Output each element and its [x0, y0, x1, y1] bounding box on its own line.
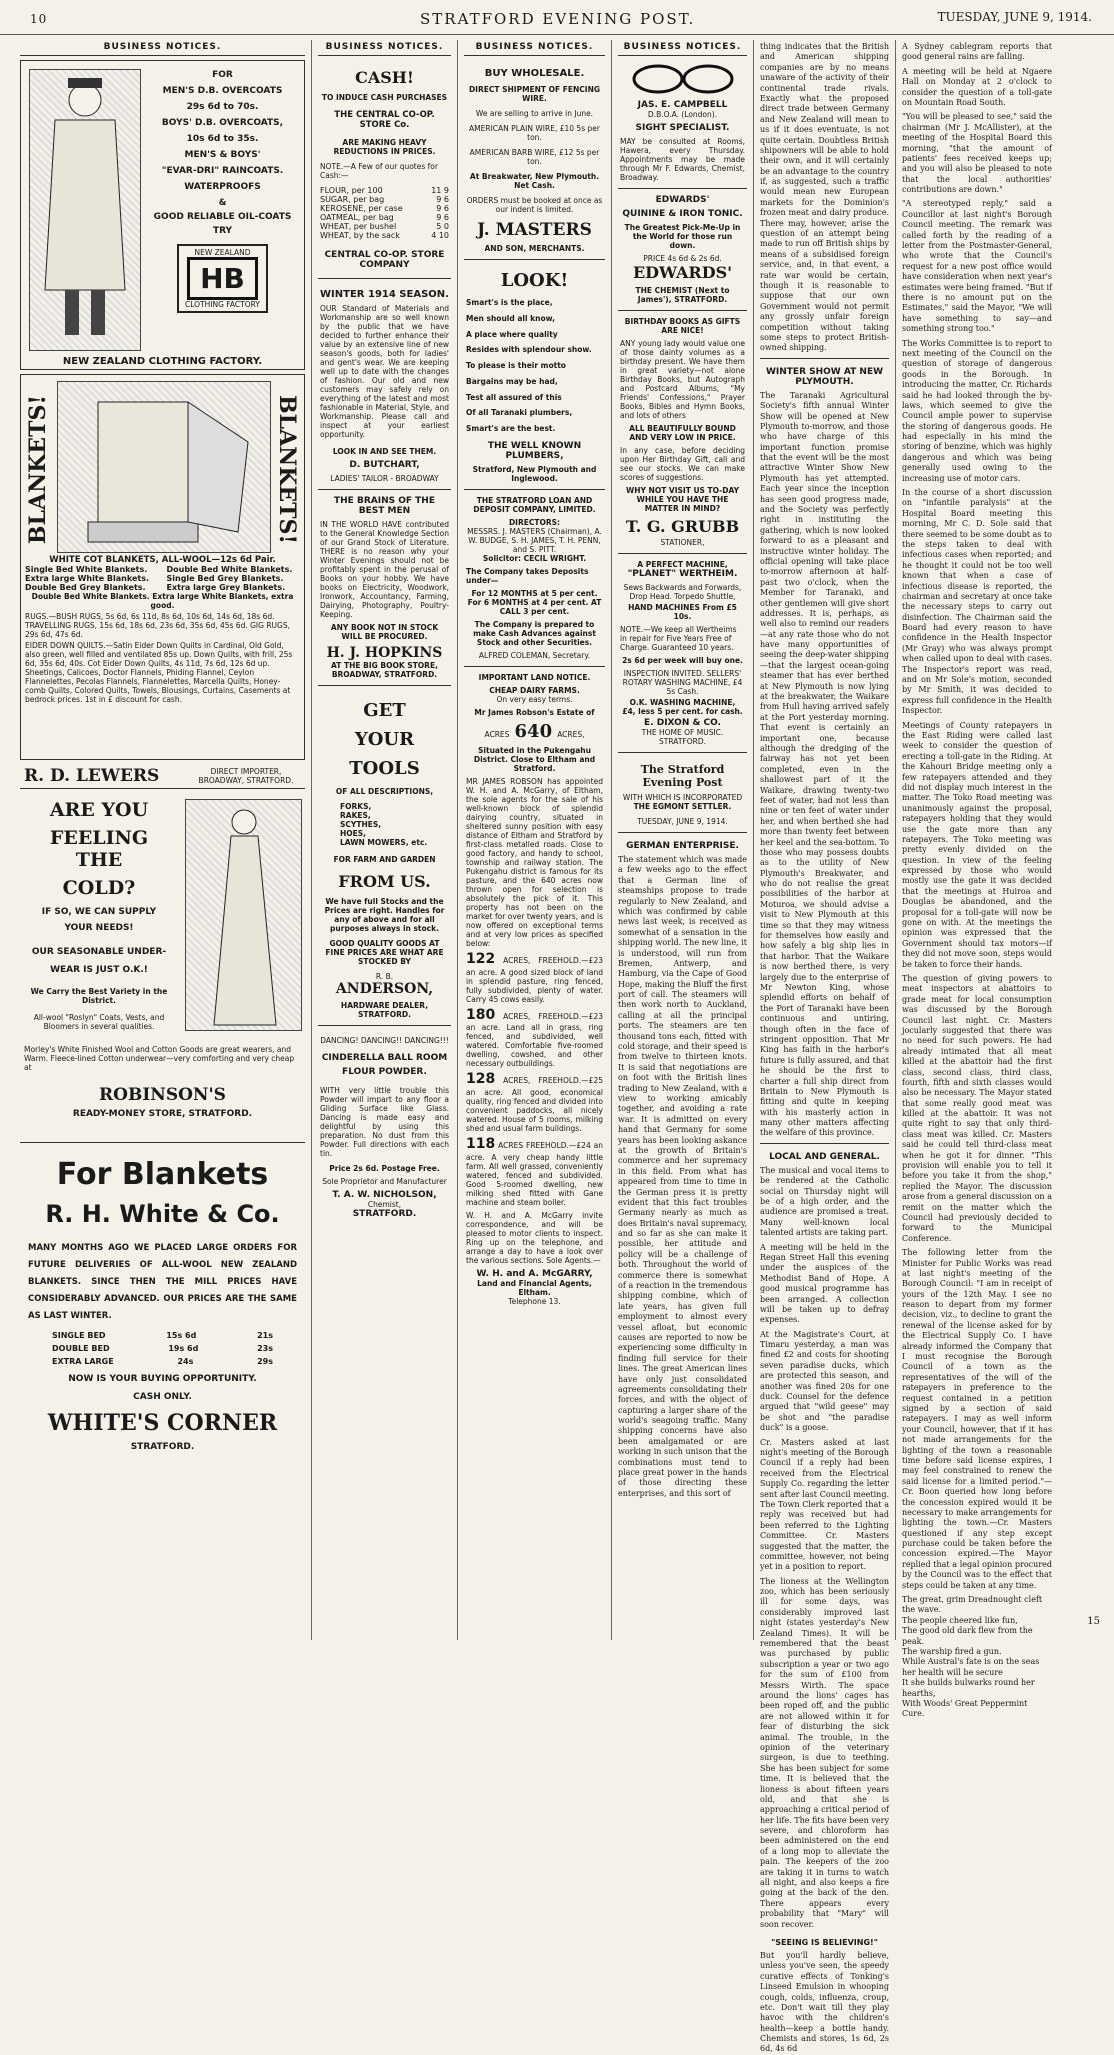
butchart-h1: WINTER 1914 SEASON. [320, 289, 449, 300]
lot-text: ACRES, FREEHOLD.—£23 an acre. Land all in grass, ring fenced, and subdivided, well watered. Comfortable five-roomed dwelling, cowshed, and other necessary outbuildings. [466, 1011, 603, 1069]
coop-item: WHEAT, per bushel [320, 222, 397, 231]
blankets-vertical-left: BLANKETS! [25, 395, 51, 545]
poem-line: While Austral's fate is on the seas her health will be secure [902, 1657, 1040, 1677]
robson-tel: Telephone 13. [508, 1296, 561, 1306]
nicholson-h2: CINDERELLA BALL ROOM FLOUR POWDER. [321, 1053, 448, 1078]
hopkins-firm: H. J. HOPKINS [326, 645, 443, 661]
blankets-copy [25, 555, 300, 704]
ad-loan-company [464, 494, 605, 667]
ad-masters-wire [464, 60, 605, 260]
hb-badge-bottom: CLOTHING FACTORY [185, 300, 260, 309]
coop-note: NOTE.—A Few of our quotes for Cash:— [320, 162, 438, 180]
divider [760, 1143, 889, 1144]
robinsons-firm: ROBINSON'S [99, 1085, 226, 1105]
robson-acres-post: ACRES, [557, 729, 585, 739]
price-b: 21s [257, 1331, 273, 1340]
robson-l4: W. H. and A. McGarry invite correspondence, and will be pleased to motor clients to inspect. Ring up on the telephone, and arrange a day to have a look over the various sections. Sole Agents.— [466, 1210, 603, 1265]
anderson-l2: We have full Stocks and the Prices are right. Handles for any of above and for all purposes always in stock. [324, 897, 445, 933]
nzcf-line: FOR [212, 70, 233, 80]
ad-smart-plumbers [464, 264, 605, 490]
masters-l4: At Breakwater, New Plymouth. Net Cash. [469, 172, 600, 190]
campbell-quals: D.B.O.A. (London). [647, 110, 718, 119]
white-price-row [52, 1331, 273, 1340]
anderson-h3: TOOLS [349, 758, 420, 779]
ad-butchart [318, 283, 451, 490]
coop-price: 9 6 [436, 195, 449, 204]
masters-h2: DIRECT SHIPMENT OF FENCING WIRE. [468, 85, 601, 103]
grubb-sub: STATIONER, [660, 538, 705, 547]
column-3 [458, 40, 612, 1640]
white-firm: WHITE'S CORNER [47, 1410, 278, 1436]
hb-logo: HB [187, 257, 258, 300]
local-item: A Sydney cablegram reports that good general rains are falling. [902, 42, 1052, 62]
robson-l3: Situated in the Pukengahu District. Close to Eltham and Stratford. [473, 745, 596, 773]
coop-h2: TO INDUCE CASH PURCHASES [321, 93, 448, 102]
local-item: The musical and vocal items to be rendered at the Catholic social on Thursday night will be of a high order, and the audience are promised a treat. Many well-known local talented artists are taking part. [760, 1165, 889, 1238]
robinsons-l3: OUR SEASONABLE UNDER- [31, 947, 167, 957]
robson-sub: Land and Financial Agents, Eltham. [477, 1278, 592, 1297]
anderson-firm: ANDERSON, [335, 981, 434, 997]
paper-masthead [618, 757, 747, 833]
anderson-sub: HARDWARE DEALER, STRATFORD. [340, 1001, 429, 1019]
nzcf-footer: NEW ZEALAND CLOTHING FACTORY. [62, 356, 263, 367]
article-heading: GERMAN ENTERPRISE. [626, 841, 739, 851]
edwards-firm: EDWARDS' [632, 263, 733, 282]
nicholson-sub2: STRATFORD. [352, 1208, 417, 1219]
white-price-row [52, 1344, 273, 1353]
coop-price: 4 10 [431, 231, 449, 240]
column-1 [14, 40, 312, 1640]
lewers-firm: R. D. LEWERS [24, 766, 160, 786]
plumbers-l1: Stratford, New Plymouth and Inglewood. [472, 464, 597, 483]
robinsons-h1: ARE YOU [49, 799, 149, 821]
nzcf-copy [147, 67, 298, 313]
dixon-sub: THE HOME OF MUSIC. STRATFORD. [641, 728, 724, 746]
newspaper-title: STRATFORD EVENING POST. [420, 10, 696, 28]
acrostic-line: To please is their motto [466, 361, 566, 370]
price-b: 23s [257, 1344, 273, 1353]
coop-price-row [320, 195, 449, 204]
butchart-sub: LADIES' TAILOR - BROADWAY [330, 474, 439, 483]
blanket-item: Double Bed White Blankets. [166, 565, 293, 574]
ad-lewers-blankets [20, 374, 305, 760]
lewers-sub: DIRECT IMPORTER, BROADWAY, STRATFORD. [198, 767, 294, 785]
acrostic-line: Resides with splendour show. [466, 345, 592, 355]
coop-h3: THE CENTRAL CO-OP. STORE Co. [334, 110, 435, 130]
column-4 [612, 40, 754, 1640]
blankets-rugs: RUGS.—BUSH RUGS, 5s 6d, 6s 11d, 8s 6d, 10s 6d, 14s 6d, 18s 6d. TRAVELLING RUGS, 15s 6d, 18s 6d, 23s 6d, 35s 6d, 45s 6d. GIG RUGS, 29s 6d, 47s 6d. [25, 612, 290, 639]
lewers-footer [20, 764, 305, 789]
anderson-h4: OF ALL DESCRIPTIONS, [335, 787, 434, 796]
local-item: The lioness at the Wellington zoo, which has been seriously ill for some days, was considerably improved last night (states yesterday's New Zealand Times). It will be remembered that the beast was purchased by public subscription a year or two ago for the sum of £100 from Messrs Wirth. The space around the lions' cages has been roped off, and the public are not allowed within it for fear of disturbing the sick animal. The trouble, in the opinion of the veterinary surgeon, is due to teething. She has been subject for some time. It is believed that the lioness is about fifteen years old, and that she is approaching a critical period of her life. The fits have been very severe, and chloroform has been administered on the end of a long mop to alleviate the pain. The keepers of the zoo are taking it in turns to watch all night, and also keeps a fire going at the back of the den. There appears every probability that "Mary" will soon recover. [760, 1576, 889, 1929]
poem-line: The great, grim Dreadnought cleft the wave. [902, 1595, 1043, 1615]
grubb-l2: In any case, before deciding upon Her Birthday Gift, call and see our stocks. We can make scores of suggestions. [620, 446, 745, 482]
loan-h1: THE STRATFORD LOAN AND DEPOSIT COMPANY, LIMITED. [473, 495, 596, 514]
acrostic-line: Men should all know, [466, 313, 555, 323]
price-a: 15s 6d [166, 1331, 197, 1340]
blankets-vertical-right: BLANKETS! [274, 395, 300, 545]
masters-h1: BUY WHOLESALE. [484, 68, 585, 79]
grubb-body: ANY young lady would value one of those dainty volumes as a birthday present. We have them in great variety—not alone Birthday Books, but Autograph and Postcard Albums, "My Friends' Confessions," Prayer Books, Bibles and Hymn Books, and lots of others [620, 339, 745, 420]
blankets-extra: Double Bed White Blankets. Extra large White Blankets, extra good. [31, 592, 294, 610]
robson-l2: Mr James Robson's Estate of [474, 707, 595, 717]
page-number: 10 [30, 12, 48, 26]
local-item: A meeting will be held in the Regan Street Hall this evening under the auspices of the Methodist Band of Hope. A good musical programme has been arranged. A collection will be taken up to defray expenses. [760, 1242, 889, 1325]
ad-hopkins [318, 494, 451, 686]
dixon-l7: £4, less 5 per cent. for cash. [622, 707, 743, 716]
price-label: SINGLE BED [52, 1331, 106, 1340]
robson-acres-line [466, 721, 603, 742]
anderson-h1: GET [363, 700, 406, 721]
local-item: The Works Committee is to report to next meeting of the Council on the question of storage of dangerous goods in the Borough. In introducing the matter, Cr. Richards said he had looked through the by-laws, which seemed to give the Council ample power to supervise the storing of dangerous goods. He had especially in his mind the storing of benzine, which was highly dangerous and which was being generally used owing to the increasing use of motor cars. [902, 338, 1052, 483]
lot-acres: 180 [466, 1006, 496, 1023]
tool-item: FORKS, [340, 802, 372, 811]
poem-line: The good old dark flew from the peak. [902, 1626, 1033, 1646]
spectacles-icon [623, 62, 743, 96]
robson-lot [466, 1071, 603, 1133]
robinsons-copy [24, 799, 174, 1031]
robson-h2: CHEAP DAIRY FARMS. [489, 685, 580, 695]
poem-line: It she builds bulwarks round her hearths, [902, 1678, 1035, 1698]
coop-price: 5 0 [436, 222, 449, 231]
poem [902, 1595, 1052, 1720]
dixon-h2: "PLANET" WERTHEIM. [627, 569, 738, 579]
article-german-enterprise-cont: thing indicates that the British and American shipping companies are by no means unaware of the activity of their continental trade rivals. Exactly what the proposed direct trade between Germany and New Zealand will mean to us if it does eventuate, is not quite certain. Doubtless British shipowners will be able to hold their own, and it will certainly be an advantage to the country if, as suggested, such a traffic would mean new European markets for the Dominion's frozen meat and dairy produce. There may, however, arise the question of an attempt being made to run off British ships by means of a subsidised foreign service, and, in that event, a rate war would be certain, though it is reasonable to suppose that our own Government would not permit any grossly unfair foreign competition without taking some steps to protect British-owned shipping. [760, 42, 889, 353]
ad-nicholson [318, 1030, 451, 1221]
boy-figure-icon [30, 70, 140, 350]
coop-item: KEROSENE, per case [320, 204, 403, 213]
local-item: "You will be pleased to see," said the chairman (Mr J. McAllister), at the meeting of the Hospital Board this morning, "that the amount of patients' fees received keeps up; and you will also be pleased to note that the local authorities' contributions are down." [902, 112, 1052, 195]
campbell-firm: JAS. E. CAMPBELL [637, 100, 728, 110]
hopkins-l1: ANY BOOK NOT IN STOCK WILL BE PROCURED. [330, 623, 439, 641]
loan-l1: MESSRS. J. MASTERS (Chairman), A. W. BUDGE, S. H. JAMES, T. H. PENN, and S. PITT. [467, 526, 602, 554]
nicholson-price: Price 2s 6d. Postage Free. [329, 1163, 440, 1173]
masters-l1: We are selling to arrive in June. [475, 109, 594, 118]
article-winter-show: The Taranaki Agricultural Society's fifth annual Winter Show will be opened at New Plymouth to-morrow, and those who have charge of this important function promise that the event will be the most attractive Winter Show New Plymouth has yet attempted. Each year since the inception has seen good progress made, and the Society was perfectly right in instituting the gathering, which is now looked forward to as a pleasant and instructive winter holiday. The official opening will take place to-morrow afternoon at half-past two o'clock, when the Member for Taranaki, and other gentlemen will give short addresses. It is, perhaps, as well also to remind our readers—at any rate those who do not have many opportunities of seeing the deep-water shipping—that the largest ocean-going steamer that has ever berthed at New Plymouth is now lying at the breakwater, the Waikare from Hull having arrived safely at the Port yesterday morning. That event is certainly an important one, because although the dredging of the fairway has not yet been completed, even in the shallowest part of it the Waikare, drawing twenty-two feet of water, had not less than nine or ten feet of water under her, and when berthed she had more than twenty feet between her keel and the sea-bottom. To those who may possess doubts as to the utility of New Plymouth's Breakwater, and who do not realise the great possibilities of the harbor at Moturoa, we should advise a visit to New Plymouth at this time so that they may witness for themselves how easily and how safely a big ship lies in that harbor. That the Waikare is now berthed there, is very largely due to the enterprise of Mr Newton King, whose splendid efforts on behalf of the Port of Taranaki have been continuous and untiring, though often in the face of stringent opposition. That Mr King has faith in the harbor's future is fully assured, and that he should be the first to charter a full ship direct from Britain to New Plymouth is fitting and quite in keeping with his masterly action in many other matters affecting the welfare of this province. [760, 390, 889, 1138]
divider [760, 358, 889, 359]
robson-acres: 640 [514, 720, 553, 742]
plumbers-h1: LOOK! [500, 270, 569, 291]
white-body: MANY MONTHS AGO WE PLACED LARGE ORDERS FOR FUTURE DELIVERIES OF ALL-WOOL NEW ZEALAND BLANKETS. SINCE THEN THE MILL PRICES HAVE CONSIDERABLY ADVANCED. OUR PRICES ARE THE SAME AS LAST WINTER. [28, 1243, 297, 1321]
boy-overcoat-illustration [29, 69, 141, 351]
robson-l1: On very easy terms. [496, 694, 573, 704]
grubb-h1: BIRTHDAY BOOKS AS GIFTS ARE NICE! [624, 317, 741, 335]
loan-l5: The Company is prepared to make Cash Advances against Stock and other Securities. [473, 619, 596, 647]
coop-h1: CASH! [355, 68, 414, 87]
blanket-item: Extra large White Blankets. [25, 574, 149, 583]
tool-item: LAWN MOWERS, etc. [340, 838, 428, 847]
issue-date: TUESDAY, JUNE 9, 1914. [937, 10, 1092, 24]
robinsons-h3: COLD? [62, 877, 136, 899]
poem-line: With Woods' Great Peppermint Cure. [902, 1698, 1028, 1719]
robson-lot [466, 1136, 603, 1207]
price-label: EXTRA LARGE [52, 1357, 114, 1366]
edwards-sub: THE CHEMIST (Next to James'), STRATFORD. [635, 286, 730, 304]
acrostic-line: Smart's are the best. [466, 424, 556, 433]
dixon-h1: A PERFECT MACHINE, [637, 560, 728, 569]
nzcf-line: 10s 6d to 35s. [186, 134, 259, 144]
section-label: BUSINESS NOTICES. [618, 40, 747, 56]
local-item: "A stereotyped reply," said a Councillor at last night's Borough Council meeting. The remark was called forth by the reading of a letter from the Postmaster-General, who wrote that the Council's request for a new post office would have consideration when next year's estimates were being framed. "But if there is no amount put on the Estimates," said the Mayor, "We will have something to say—and something strong too." [902, 199, 1052, 334]
edwards-h1: EDWARDS' [655, 195, 710, 205]
column-2 [312, 40, 458, 1640]
ad-nz-clothing-factory [20, 60, 305, 370]
blanket-item: Single Bed White Blankets. [25, 565, 148, 574]
footer-page-number: 15 [1087, 1616, 1100, 1627]
nzcf-line: BOYS' D.B. OVERCOATS, [161, 118, 284, 128]
price-a: 24s [177, 1357, 194, 1366]
coop-item: SUGAR, per bag [320, 195, 385, 204]
masters-sub: AND SON, MERCHANTS. [484, 244, 585, 253]
loan-l6: ALFRED COLEMAN, Secretary. [478, 650, 591, 660]
lot-text: ACRES FREEHOLD.—£24 an acre. A very cheap handy little farm. All well grassed, conveniently watered, fenced and subdivided. Good 5-roomed dwelling, new milking shed fitted with Gane machine and steam boiler. [466, 1141, 603, 1207]
robinsons-l1: IF SO, WE CAN SUPPLY [41, 907, 157, 917]
lot-acres: 122 [466, 950, 496, 967]
paper-masthead-l2: THE EGMONT SETTLER. [633, 802, 732, 811]
loan-h2: DIRECTORS: [508, 517, 561, 527]
poem-line: The people cheered like fun, [902, 1615, 1018, 1625]
local-item: A meeting will be held at Ngaere Hall on Monday at 2 o'clock to consider the question of a toll-gate on Mountain Road South. [902, 66, 1052, 107]
white-h2: R. H. White & Co. [45, 1200, 280, 1228]
campbell-body: MAY be consulted at Rooms, Hawera, every Thursday. Appointments may be made through Mr F. Edwards, Chemist, Broadway. [620, 137, 745, 182]
coop-item: WHEAT, by the sack [320, 231, 400, 240]
paper-masthead-title: The Stratford Evening Post [640, 763, 725, 789]
campbell-h1: SIGHT SPECIALIST. [635, 123, 730, 133]
dixon-l2: HAND MACHINES From £5 10s. [628, 603, 737, 621]
robson-h1: IMPORTANT LAND NOTICE. [478, 672, 591, 682]
tool-item: RAKES, [340, 811, 371, 820]
butchart-l1: LOOK IN AND SEE THEM. [332, 447, 437, 456]
white-h1: For Blankets [56, 1157, 269, 1192]
edwards-price: PRICE 4s 6d & 2s 6d. [643, 254, 722, 263]
anderson-l3: GOOD QUALITY GOODS AT FINE PRICES ARE WHAT ARE STOCKED BY [325, 939, 444, 966]
loan-l4: For 12 MONTHS at 5 per cent. For 6 MONTHS at 4 per cent. AT CALL 3 per cent. [467, 588, 602, 616]
robson-lot [466, 1007, 603, 1069]
masters-l3: AMERICAN BARB WIRE, £12 5s per ton. [469, 148, 600, 166]
lot-acres: 118 [466, 1136, 496, 1153]
coop-price-row [320, 186, 449, 195]
ad-anderson [318, 690, 451, 1026]
tool-item: HOES, [340, 829, 367, 838]
lady-figure-icon [186, 800, 301, 1030]
tool-item: SCYTHES, [340, 820, 382, 829]
blankets-headline: WHITE COT BLANKETS, ALL-WOOL—12s 6d Pair. [49, 555, 276, 565]
ad-dixon [618, 558, 747, 753]
coop-price-row [320, 204, 449, 213]
local-item: Meetings of County ratepayers in the East Riding were called last week to consider the question of erecting a toll-gate in the Riding. At the Kahouri Bridge meeting only a few ratepayers attended and they did not display much interest in the matter. The Toko Road meeting was unanimously against the proposal, ratepayers holding that they would use the gate more than any ratepayers. The Toko meeting was pretty evenly divided on the question. In view of the feeling expressed by those who would mostly use the gate it was decided that the meetings at Huiroa and Douglas be abandoned, and the proposal for a toll-gate will now be gone on with. At the meetings the opinion was expressed that the Government should tax motors—if they did not move soon, steps would be taken to force their hands. [902, 720, 1052, 969]
ad-campbell [618, 60, 747, 189]
nicholson-firm: T. A. W. NICHOLSON, [332, 1189, 437, 1200]
dixon-l3: NOTE.—We keep all Wertheims in repair for Five Years Free of Charge. Guaranteed 10 years. [620, 625, 737, 652]
plumbers-acrostic [466, 295, 603, 437]
nicholson-body: WITH very little trouble this Powder will impart to any floor a Gliding Surface like Glass. Dancing is made easy and delightful by using this preparation. No dust from this Powder. Full directions with each tin. [320, 1085, 449, 1158]
grubb-l1: ALL BEAUTIFULLY BOUND AND VERY LOW IN PRICE. [629, 424, 736, 442]
lady-illustration [185, 799, 302, 1031]
robinsons-h2: FEELING THE [49, 827, 149, 871]
masters-l2: AMERICAN PLAIN WIRE, £10 5s per ton. [469, 124, 600, 142]
section-label: BUSINESS NOTICES. [20, 40, 305, 56]
acrostic-line: Bargains may be had, [466, 376, 558, 386]
tonking-body: But you'll hardly believe, unless you've seen, the speedy curative effects of Tonking's Linseed Emulsion in whooping cough, colds, influenza, croup, etc. Don't wait till they play havoc with the children's health—keep a bottle handy. Chemists and stores, 1s 6d, 2s 6d, 4s 6d [760, 1950, 889, 2054]
price-a: 19s 6d [168, 1344, 199, 1353]
price-label: DOUBLE BED [52, 1344, 110, 1353]
blankets-eider: EIDER DOWN QUILTS.—Satin Eider Down Quilts in Cardinal, Old Gold, also green, well filled and ventilated 85s up. Down Quilts, with frill, 25s 6d, 35s 6d, 40s. Cot Eider Down Quilts, 4s 11d, 7s 6d, 12s 6d up. Sheetings, Calicoes, Doctor Flannels, Phiding Flannel, Ceylon Flannelettes, Pecolas Flannels, Flannelettes, Marcella Quilts, Honey-comb Quilts, Colored Quilts, Towels, Blousings, Curtains, Casements at bedrock prices. 1st in £ discount for cash. [25, 641, 293, 704]
section-label: BUSINESS NOTICES. [464, 40, 605, 56]
column-6 [896, 40, 1058, 1719]
coop-item: OATMEAL, per bag [320, 213, 394, 222]
nzcf-line: WATERPROOFS [184, 182, 261, 192]
hopkins-sub: AT THE BIG BOOK STORE, BROADWAY, STRATFORD. [331, 661, 438, 679]
coop-price: 9 6 [436, 213, 449, 222]
robson-firm: W. H. and A. McGARRY, [476, 1268, 593, 1279]
anderson-l1: FOR FARM AND GARDEN [333, 855, 436, 864]
ad-grubb [618, 315, 747, 554]
coop-price-row [320, 222, 449, 231]
nzcf-line: & [218, 198, 227, 208]
blanket-stack-illustration [57, 381, 271, 553]
anderson-tools [340, 802, 449, 847]
lot-text: ACRES, FREEHOLD.—£25 an acre. All good, economical quality, ring fenced and divided into convenient paddocks, all nicely watered. House of 5 rooms, milking shed and usual farm buildings. [466, 1076, 603, 1134]
masters-firm: J. MASTERS [477, 220, 592, 240]
coop-price-list [320, 186, 449, 240]
white-price-row [52, 1357, 273, 1366]
nzcf-line: GOOD RELIABLE OIL-COATS [153, 212, 292, 222]
anderson-firm-pre: R. B. [375, 972, 394, 981]
butchart-body: OUR Standard of Materials and Workmanship are so well known by the public that we have decided to further enhance their value by an extensive line of new season's goods, both for ladies' and gent's wear. We are keeping well up to date with the changes of fashion. Our old and new customers may safely rely on everything of the latest and most fashionable in Material, Style, and Workmanship. Please call and inspect at your earliest opportunity. [320, 304, 449, 439]
local-item: At the Magistrate's Court, at Timaru yesterday, a man was fined £2 and costs for shooting seven paradise ducks, which are protected this season, and another was fined 20s for one duck. Counsel for the defence argued that "wild geese" may be shot and "the paradise duck" is a goose. [760, 1329, 889, 1433]
tonking-heading: "SEEING IS BELIEVING!" [771, 1937, 878, 1947]
grubb-l3: WHY NOT VISIT US TO-DAY WHILE YOU HAVE THE MATTER IN MIND? [625, 486, 740, 513]
nicholson-h1: DANCING! DANCING!! DANCING!!! [320, 1036, 449, 1045]
robinsons-sub: READY-MONEY STORE, STRATFORD. [72, 1109, 253, 1119]
butchart-firm: D. BUTCHART, [349, 460, 420, 470]
acrostic-line: Smart's is the place, [466, 298, 553, 307]
dixon-l6: O.K. WASHING MACHINE, [629, 698, 736, 707]
nzcf-line: MEN'S & BOYS' [184, 150, 261, 160]
ad-robinsons [20, 793, 305, 1143]
white-l1: NOW IS YOUR BUYING OPPORTUNITY. [68, 1374, 257, 1384]
local-item: In the course of a short discussion on "infantile paralysis" at the Hospital Board meeting this morning, Mr C. D. Sole said that there seemed to be some doubt as to the steps taken to deal with infectious cases when reported; and he thought it could not be too well known that when a case of infectious disease is reported, the chairman and secretary at once take the necessary steps to carry out disinfection. The Chairman said the Board had every reason to have confidence in the Health Inspector (Mr Gray) who was always prompt when called upon to deal with cases. The Inspector's report was read, and on Mr Sole's motion, seconded by Mr Smith, it was decided to express full confidence in the Health Inspector. [902, 488, 1052, 716]
edwards-l1: The Greatest Pick-Me-Up in the World for those run down. [624, 223, 741, 250]
article-german-enterprise: The statement which was made a few weeks ago to the effect that a German line of steamships propose to trade regularly to New Zealand, and which was confirmed by cable news last week, is received as somewhat of a sensation in the shipping world. The new line, it is understood, will run from Bremen, Antwerp, and Hamburg, via the Cape of Good Hope, making the Bluff the first port of call. The steamers will then work north to Auckland, calling at all the principal ports. The steamers are ten thousand tons each, fitted with cold storage, and their speed is from twelve to thirteen knots. It is said that negotiations are on foot with the British lines trading to New Zealand, with a view to working amicably together, and avoiding a rate war. It is admitted on every hand that Germany for some years has been looking askance at the growth of Britain's commerce and her supremacy in this field. From what has appeared from time to time in the German press it is pretty evident that this fact troubles Germany nearly as much as does Britain's naval supremacy, and so far as she can make it possible, her attitude and policy will be a challenge of both. Throughout the world of commerce there is somewhat of a reaction in the tremendous shipping combine, which of late years, has given full employment to almost every vessel afloat, but economic causes are reported to now be experiencing some difficulty in finding full service for their lines. The great American lines have only just consolidated agreements consolidating their forces, and with the object of capturing a larger share of the world's seagoing traffic. Many shipping concerns have also been amalgamated or are working in such unison that the combinations must tend to place great power in the hands of those directing these enterprises, and this sort of [618, 855, 747, 1498]
nzcf-line: MEN'S D.B. OVERCOATS [162, 86, 283, 96]
lot-acres: 128 [466, 1071, 496, 1088]
price-b: 29s [257, 1357, 273, 1366]
acrostic-line: Test all assured of this [466, 392, 562, 402]
robinsons-l2: YOUR NEEDS! [64, 923, 134, 933]
ad-central-coop [318, 60, 451, 279]
loan-l2: Solicitor: CECIL WRIGHT. [482, 553, 587, 563]
coop-price: 11 9 [431, 186, 449, 195]
coop-price-row [320, 213, 449, 222]
anderson-h5: FROM US. [338, 872, 431, 891]
nicholson-sub1: Chemist, [367, 1199, 402, 1209]
coop-price: 9 6 [436, 204, 449, 213]
robinsons-l5: We Carry the Best Variety in the District. [30, 987, 168, 1005]
grubb-firm: T. G. GRUBB [625, 517, 740, 536]
section-label: BUSINESS NOTICES. [318, 40, 451, 56]
loan-l3: The Company takes Deposits under— [466, 566, 589, 585]
robson-body: MR JAMES ROBSON has appointed W. H. and A. McGarry, of Eltham, the sole agents for the sale of his well-known block of splendid dairying country, situated in sheltered sunny position with easy distance of Eltham and Stratford by first-class metalled roads. Close to good factory, and handy to school, township and railway station. The Pukengahu district is famous for its pasture, and the 640 acres now thrown open for selection is absolutely the pick of it. This property has not been on the market for over twenty years, and is now offered on exceptional terms and at very low prices as specified below: [466, 776, 603, 948]
local-item: The question of giving powers to meat inspectors at abattoirs to grade meat for local consumption was discussed by the Borough Council last night. Cr. Masters jocularly suggested that there was no need for such powers. He had already intimated that all meat killed at the abattoir had the first class, second class, third class, fourth, fifth and sixth classes would also be necessary. The Mayor stated that some really good meat was killed at the abattoir. It was not quite right to say that only third-class meat was killed. Cr. Masters said he could tell third-class meat when he got it for dinner. "This provision will enable you to tell it before you take it from the shop," replied the Mayor. The discussion arose from a general discussion on a remit on the matter which the Council had previously decided to forward to the Municipal Conference. [902, 973, 1052, 1243]
blanket-item: Double Bed Grey Blankets. [25, 583, 146, 592]
paper-masthead-l1: WITH WHICH IS INCORPORATED [622, 793, 743, 802]
plumbers-h2: THE WELL KNOWN PLUMBERS, [487, 440, 582, 461]
hopkins-body: IN THE WORLD HAVE contributed to the General Knowledge Section of our Grand Stock of Literature. THERE is no reason why your Winter Evenings should not be profitably spent in the perusal of Books on your hobby. We have books on Electricity, Woodwork, Ironwork, Accountancy, Farming, Dairying, Photography, Poultry-Keeping. [320, 520, 449, 619]
nicholson-l1: Sole Proprietor and Manufacturer [322, 1176, 447, 1186]
hb-badge [177, 244, 268, 313]
blanket-item: Extra large Grey Blankets. [166, 583, 286, 592]
poem-line: The warship fired a gun. [902, 1646, 1002, 1656]
dixon-l4: 2s 6d per week will buy one. [622, 656, 743, 665]
coop-h4: ARE MAKING HEAVY REDUCTIONS IN PRICES. [333, 138, 436, 156]
local-item: Cr. Masters asked at last night's meeting of the Borough Council if a reply had been received from the Electrical Supply Co. regarding the letter sent after last Council meeting. The Town Clerk reported that a reply was received but had been referred to the Lighting Committee. Cr. Masters suggested that the matter, the committee, however, not being yet in a position to report. [760, 1437, 889, 1572]
coop-item: FLOUR, per 100 [320, 186, 383, 195]
masters-l5: ORDERS must be booked at once as our indent is limited. [466, 196, 603, 214]
white-l2: CASH ONLY. [133, 1392, 192, 1402]
robinsons-l4: WEAR IS JUST O.K.! [50, 965, 148, 975]
blanket-item: Single Bed Grey Blankets. [166, 574, 284, 583]
lot-text: ACRES, FREEHOLD.—£23 an acre. A good sized block of land in splendid pasture, ring fenced, fully subdivided, plenty of water. Carry 45 cows easily. [466, 955, 603, 1004]
edwards-h2: QUININE & IRON TONIC. [622, 209, 743, 219]
robson-lot [466, 951, 603, 1004]
nzcf-line: TRY [212, 226, 233, 236]
local-item: The following letter from the Minister for Public Works was read at last night's meeting of the Borough Council: "I am in receipt of yours of the 12th May. I see no reason to depart from my former decision, viz., to decline to grant the renewal of the license asked for by the Electrical Supply Co. I have already informed the Company that I must recognise the Borough Council of a town as the representatives of the will of the ratepayers in preference to the request contained in a petition signed by a section of said ratepayers. I may as well inform your Council, however, that if it has not made arrangements for the lighting of the town a reasonable time before said license expires, I may feel constrained to renew the said license for a limited period."—Cr. Boon queried how long before the concession expired would it be necessary to make arrangements for lighting the town.—Cr. Masters questioned if any step except purchase could be taken before the concession expired.—The Mayor replied that a legal opinion procured by the Council was to the effect that steps could be taken at any time. [902, 1248, 1052, 1590]
ad-edwards-tonic [618, 193, 747, 311]
paper-masthead-date: TUESDAY, JUNE 9, 1914. [637, 817, 728, 826]
masthead [0, 0, 1114, 35]
white-price-table [52, 1331, 273, 1366]
acrostic-line: A place where quality [466, 329, 558, 339]
dixon-l5: INSPECTION INVITED. SELLERS' ROTARY WASHING MACHINE, £4 5s Cash. [622, 669, 743, 696]
ad-robson-land [464, 671, 605, 1308]
acrostic-line: Of all Taranaki plumbers, [466, 408, 573, 418]
dixon-firm: E. DIXON & CO. [644, 718, 721, 728]
dixon-l1: Sews Backwards and Forwards, Drop Head. Torpedo Shuttle, [623, 583, 742, 601]
robinsons-l7: Morley's White Finished Wool and Cotton Goods are great wearers, and Warm. Fleece-lined Cotton underwear—very comforting and very cheap at [24, 1045, 295, 1072]
coop-price-row [320, 231, 449, 240]
white-sub: STRATFORD. [130, 1442, 195, 1452]
column-5 [754, 40, 896, 2054]
nzcf-line: "EVAR-DRI" RAINCOATS. [161, 166, 284, 176]
hb-badge-top: NEW ZEALAND [194, 248, 251, 257]
blanket-list [25, 565, 300, 592]
blanket-icon [58, 382, 270, 552]
anderson-h2: YOUR [354, 729, 415, 750]
nzcf-line: 29s 6d to 70s. [186, 102, 259, 112]
article-heading: LOCAL AND GENERAL. [769, 1151, 880, 1162]
hopkins-h1: THE BRAINS OF THE BEST MEN [334, 496, 435, 516]
coop-footer: CENTRAL CO-OP. STORE COMPANY [324, 250, 445, 270]
robson-acres-pre: ACRES [484, 729, 510, 739]
ad-rh-white [20, 1147, 305, 1491]
robinsons-l6: All-wool "Roslyn" Coats, Vests, and Bloomers in several qualities. [33, 1013, 165, 1031]
article-heading: WINTER SHOW AT NEW PLYMOUTH. [765, 366, 884, 387]
